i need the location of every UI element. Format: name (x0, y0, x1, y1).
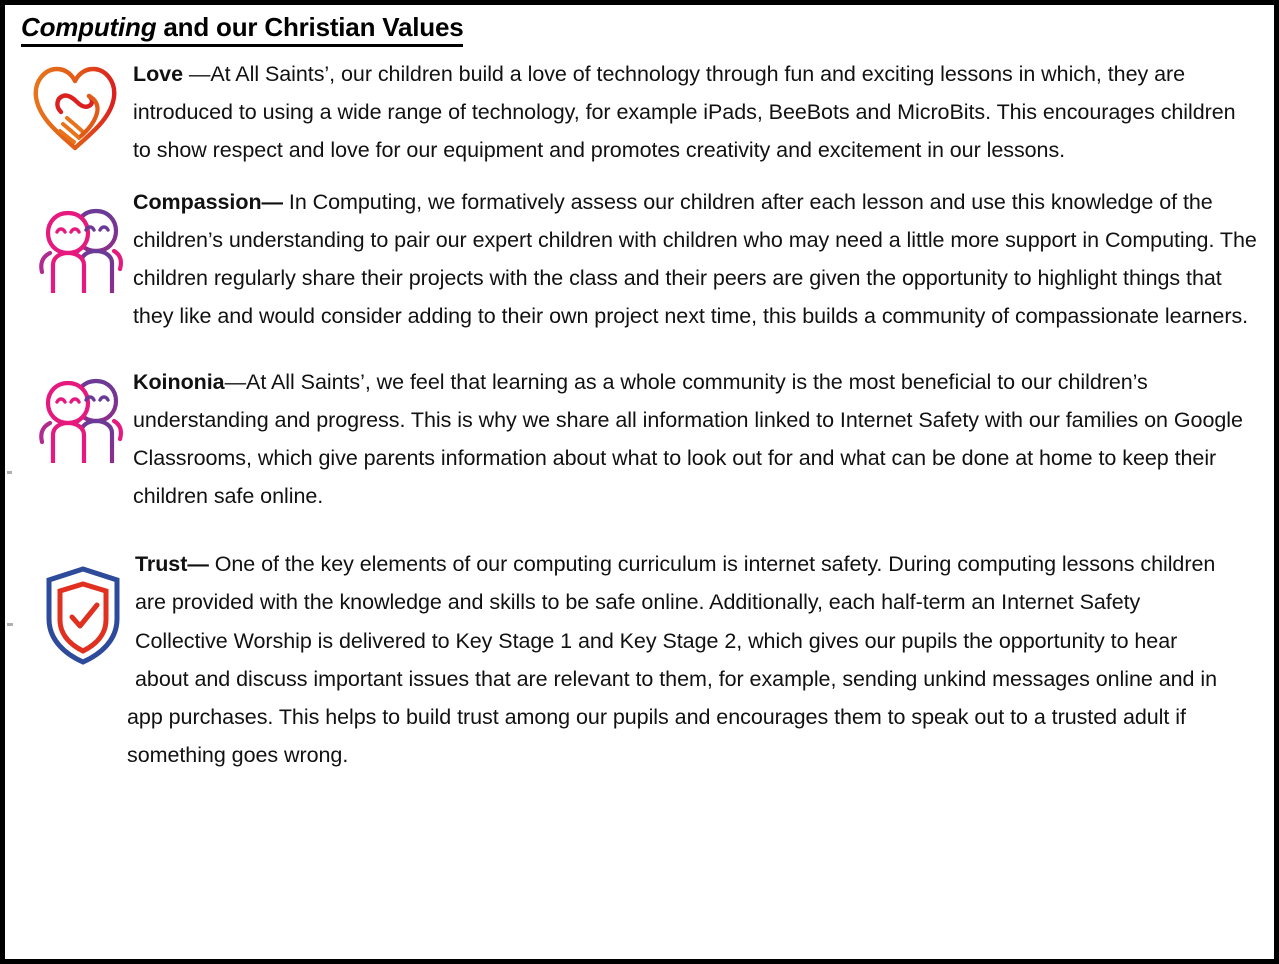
value-heading-trust: Trust (135, 552, 188, 577)
value-body-love: At All Saints’, our children build a love of technology through fun and exciting lessons in which, they are introduced to using a wide range of technology, for example iPads, BeeBots and MicroBits. This encourages children to show respect and love for our equipment and promotes creativity and excitement in our lessons. (133, 61, 1236, 162)
scan-speck (7, 471, 12, 474)
page-title-rest: and our Christian Values (156, 12, 464, 42)
value-dash-koinonia: — (224, 370, 247, 395)
value-text-trust (127, 545, 1234, 773)
value-heading-koinonia: Koinonia (133, 370, 225, 395)
value-text-koinonia (133, 363, 1258, 515)
value-heading-love: Love (133, 61, 189, 86)
value-body-koinonia: At All Saints’, we feel that learning as a whole community is the most beneficial to our children’s understanding and progress. This is why we share all information linked to Internet Safety with our families on Google Classrooms, which give parents information about what to look out for and what can be done at home to keep their children safe online. (133, 370, 1243, 509)
value-block-compassion (15, 183, 1264, 335)
page-title (21, 13, 463, 47)
document-body (5, 5, 1274, 959)
value-dash-compassion: — (261, 190, 289, 215)
value-block-love (15, 55, 1264, 169)
two-people-icon (29, 369, 133, 464)
value-heading-compassion: Compassion (133, 190, 262, 215)
page-title-italic: Computing (21, 12, 157, 42)
value-body-compassion: In Computing, we formatively assess our children after each lesson and use this knowledge of the children’s understanding to pair our expert children with children who may need a little more support in Computing. The children regularly share their projects with the class and their peers are given the opportunity to highlight things that they like and would consider adding to their own project next time, this builds a community of compassionate learners. (133, 190, 1257, 329)
two-people-icon (29, 199, 133, 294)
value-dash-love: — (188, 61, 211, 86)
value-text-compassion (133, 183, 1258, 335)
heart-hands-icon (23, 63, 127, 153)
value-body-trust: One of the key elements of our computing curriculum is internet safety. During computing lessons children are provided with the knowledge and skills to be safe online. Additionally, each half-term an Internet Safety Collective Worship is delivered to Key Stage 1 and Key Stage 2, which gives our pupils the opportunity to hear about and discuss important issues that are relevant to them, for example, sending unkind messages online and in app purchases. This helps to build trust among our pupils and encourages them to speak out to a trusted adult if something goes wrong. (127, 552, 1217, 767)
shield-check-icon (31, 563, 135, 667)
value-text-love (133, 55, 1246, 169)
value-block-trust (15, 545, 1264, 773)
value-block-koinonia (15, 363, 1264, 515)
value-dash-trust: — (187, 552, 215, 577)
scan-speck (7, 623, 13, 626)
